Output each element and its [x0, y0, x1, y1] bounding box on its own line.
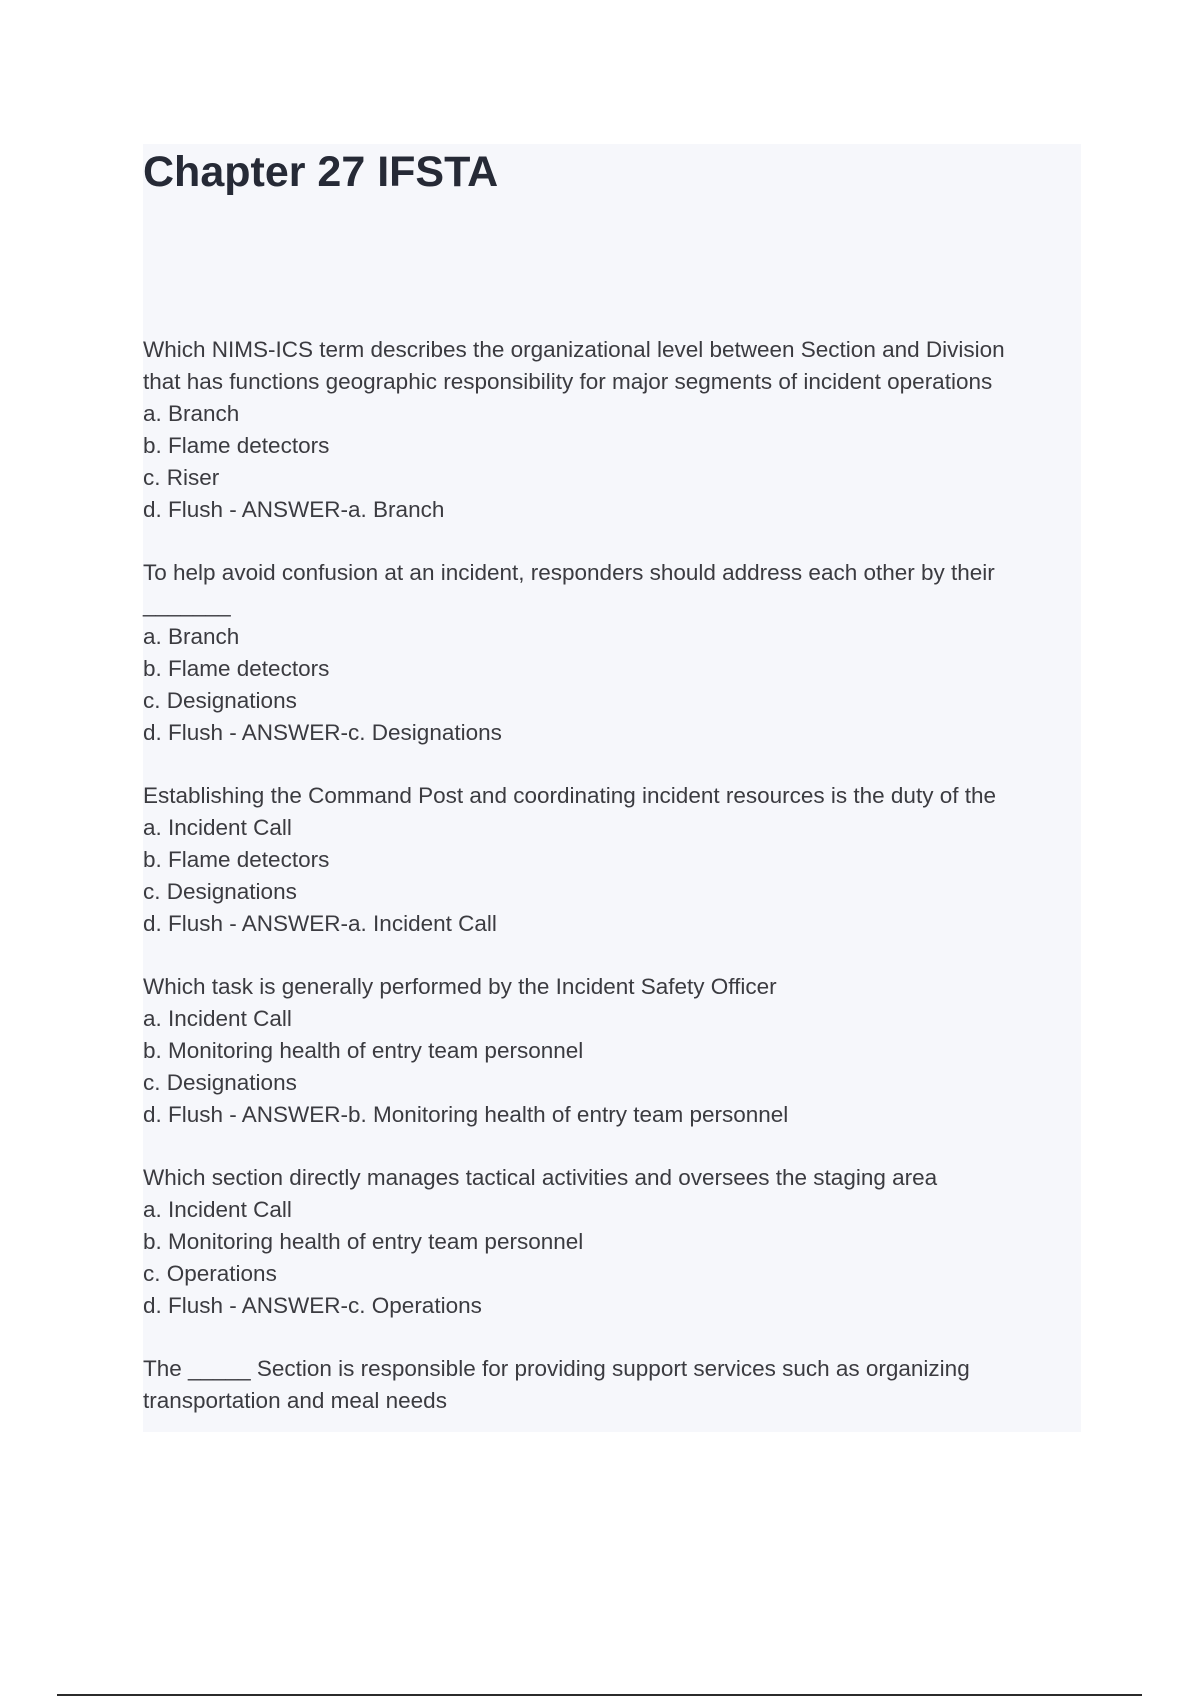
question-block	[143, 971, 1081, 1131]
question-text: Which task is generally performed by the Incident Safety Officer	[143, 974, 777, 999]
question-line: b. Monitoring health of entry team personnel	[143, 1229, 584, 1254]
question-list	[143, 334, 1081, 1448]
question-line: b. Flame detectors	[143, 656, 330, 681]
question-line: transportation and meal needs	[143, 1388, 447, 1413]
question-text: The _____ Section is responsible for providing support services such as organizing	[143, 1356, 970, 1381]
question-text: Establishing the Command Post and coordinating incident resources is the duty of the	[143, 783, 996, 808]
question-line: b. Flame detectors	[143, 847, 330, 872]
content-block	[143, 144, 1081, 1432]
question-line: b. Monitoring health of entry team personnel	[143, 1038, 584, 1063]
question-line: a. Incident Call	[143, 815, 292, 840]
question-text: Which section directly manages tactical activities and oversees the staging area	[143, 1165, 938, 1190]
question-line: d. Flush - ANSWER-c. Designations	[143, 720, 502, 745]
question-line: d. Flush - ANSWER-c. Operations	[143, 1293, 482, 1318]
question-line: c. Designations	[143, 879, 297, 904]
question-block	[143, 780, 1081, 940]
question-line: a. Branch	[143, 624, 240, 649]
question-line: a. Incident Call	[143, 1006, 292, 1031]
question-line: c. Riser	[143, 465, 220, 490]
question-block	[143, 1353, 1081, 1417]
question-block	[143, 1162, 1081, 1322]
question-text: To help avoid confusion at an incident, responders should address each other by their	[143, 560, 995, 585]
question-line: c. Designations	[143, 688, 297, 713]
question-line: that has functions geographic responsibility for major segments of incident operations	[143, 369, 993, 394]
question-line: d. Flush - ANSWER-a. Incident Call	[143, 911, 497, 936]
question-block	[143, 557, 1081, 749]
question-line: _______	[143, 592, 231, 617]
question-line: b. Flame detectors	[143, 433, 330, 458]
question-line: d. Flush - ANSWER-b. Monitoring health of entry team personnel	[143, 1102, 789, 1127]
question-line: c. Operations	[143, 1261, 277, 1286]
question-line: d. Flush - ANSWER-a. Branch	[143, 497, 445, 522]
question-line: a. Branch	[143, 401, 240, 426]
question-block	[143, 334, 1081, 526]
question-line: a. Incident Call	[143, 1197, 292, 1222]
question-line: c. Designations	[143, 1070, 297, 1095]
page-title: Chapter 27 IFSTA	[143, 148, 499, 196]
footer-divider	[57, 1694, 1142, 1696]
question-text: Which NIMS-ICS term describes the organizational level between Section and Division	[143, 337, 1005, 362]
